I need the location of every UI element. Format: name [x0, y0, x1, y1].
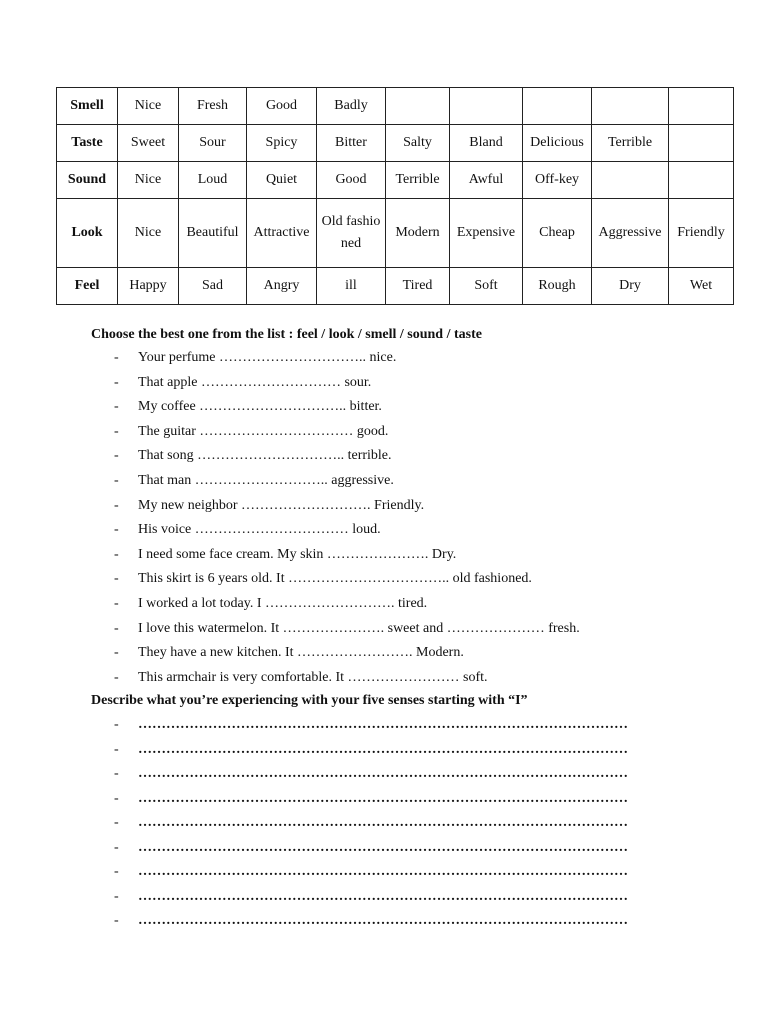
- table-cell: Badly: [317, 88, 386, 125]
- exercise-sentence: His voice …………………………… loud.: [138, 522, 381, 538]
- dotted-answer-line: ……………………………………………………………………………………………: [138, 913, 628, 928]
- exercise-sentence: That man ……………………….. aggressive.: [138, 473, 394, 488]
- bullet-dash: -: [114, 913, 119, 928]
- table-cell: Soft: [450, 268, 523, 305]
- dotted-answer-line: ……………………………………………………………………………………………: [138, 790, 628, 806]
- list-item: [0, 350, 768, 374]
- exercise-sentence: That apple ………………………… sour.: [138, 374, 372, 390]
- bullet-dash: -: [114, 571, 119, 587]
- exercise-sentence: This armchair is very comfortable. It …………………… soft.: [138, 669, 488, 685]
- bullet-dash: -: [114, 423, 119, 439]
- table-cell: Awful: [450, 162, 523, 199]
- table-cell: Aggressive: [592, 199, 669, 268]
- bullet-dash: -: [114, 620, 119, 636]
- list-item: [0, 399, 768, 423]
- table-row: [57, 199, 734, 268]
- table-cell: Sour: [179, 125, 247, 162]
- row-header: Taste: [57, 125, 118, 162]
- bullet-dash: -: [114, 546, 119, 562]
- bullet-dash: -: [114, 497, 119, 513]
- answer-line: [0, 766, 768, 790]
- exercise-sentence: They have a new kitchen. It ……………………. Modern.: [138, 645, 464, 661]
- table-row: [57, 125, 734, 162]
- table-cell: Spicy: [247, 125, 317, 162]
- table-cell: [592, 88, 669, 125]
- list-item: [0, 375, 768, 399]
- table-cell: Delicious: [523, 125, 592, 162]
- table-cell: Nice: [118, 199, 179, 268]
- table-cell: [669, 88, 734, 125]
- list-item: [0, 645, 768, 669]
- exercise-sentence: The guitar …………………………… good.: [138, 423, 389, 439]
- bullet-dash: -: [114, 815, 119, 830]
- table-cell: Beautiful: [179, 199, 247, 268]
- table-cell: Wet: [669, 268, 734, 305]
- bullet-dash: -: [114, 473, 119, 488]
- table-cell: Bitter: [317, 125, 386, 162]
- table-cell: [523, 88, 592, 125]
- table-cell: Rough: [523, 268, 592, 305]
- bullet-dash: -: [114, 596, 119, 611]
- table-cell: Sweet: [118, 125, 179, 162]
- answer-line: [0, 913, 768, 937]
- dotted-answer-line: ……………………………………………………………………………………………: [138, 888, 628, 904]
- bullet-dash: -: [114, 374, 119, 390]
- answer-line: [0, 815, 768, 839]
- bullet-dash: -: [114, 717, 119, 732]
- table-cell: Attractive: [247, 199, 317, 268]
- table-cell: Happy: [118, 268, 179, 305]
- dotted-answer-line: ……………………………………………………………………………………………: [138, 839, 628, 855]
- list-item: [0, 596, 768, 620]
- exercise2-title: Describe what you’re experiencing with your five senses starting with “I”: [91, 693, 528, 708]
- table-cell: Terrible: [592, 125, 669, 162]
- answer-line: [0, 864, 768, 888]
- table-row: [57, 162, 734, 199]
- table-cell: Cheap: [523, 199, 592, 268]
- dotted-answer-line: ……………………………………………………………………………………………: [138, 815, 628, 830]
- table-cell: [386, 88, 450, 125]
- table-cell: Tired: [386, 268, 450, 305]
- table-cell: Angry: [247, 268, 317, 305]
- exercise-sentence: My coffee ………………………….. bitter.: [138, 399, 382, 415]
- bullet-dash: -: [114, 888, 119, 904]
- table-cell: Good: [317, 162, 386, 199]
- list-item: [0, 473, 768, 497]
- list-item: [0, 571, 768, 595]
- list-item: [0, 547, 768, 571]
- bullet-dash: -: [114, 350, 119, 365]
- table-cell: Bland: [450, 125, 523, 162]
- exercise-sentence: I need some face cream. My skin …………………. Dry.: [138, 546, 457, 562]
- bullet-dash: -: [114, 766, 119, 781]
- table-cell: [669, 125, 734, 162]
- exercise-sentence: I love this watermelon. It …………………. sweet and ………………… fresh.: [138, 620, 580, 636]
- table-cell: Old fashioned: [317, 199, 386, 268]
- answer-line: [0, 889, 768, 913]
- exercise-sentence: Your perfume ………………………….. nice.: [138, 350, 397, 365]
- dotted-answer-line: ……………………………………………………………………………………………: [138, 864, 628, 879]
- row-header: Sound: [57, 162, 118, 199]
- dotted-answer-line: ……………………………………………………………………………………………: [138, 717, 628, 732]
- bullet-dash: -: [114, 645, 119, 661]
- list-item: [0, 670, 768, 694]
- table-cell: Sad: [179, 268, 247, 305]
- table-cell: [592, 162, 669, 199]
- bullet-dash: -: [114, 669, 119, 685]
- bullet-dash: -: [114, 399, 119, 415]
- bullet-dash: -: [114, 522, 119, 538]
- exercise1-title: Choose the best one from the list : feel / look / smell / sound / taste: [91, 327, 482, 342]
- table-row: [57, 88, 734, 125]
- exercise-sentence: I worked a lot today. I ………………………. tired.: [138, 596, 428, 611]
- table-cell: Good: [247, 88, 317, 125]
- table-cell: Dry: [592, 268, 669, 305]
- list-item: [0, 448, 768, 472]
- table-cell: Nice: [118, 162, 179, 199]
- exercise-sentence: My new neighbor ………………………. Friendly.: [138, 497, 425, 513]
- table-cell: [450, 88, 523, 125]
- row-header: Smell: [57, 88, 118, 125]
- dotted-answer-line: ……………………………………………………………………………………………: [138, 766, 628, 781]
- table-cell: Terrible: [386, 162, 450, 199]
- bullet-dash: -: [114, 741, 119, 757]
- exercise-sentence: This skirt is 6 years old. It …………………………….. old fashioned.: [138, 571, 532, 587]
- list-item: [0, 424, 768, 448]
- table-cell: Fresh: [179, 88, 247, 125]
- list-item: [0, 621, 768, 645]
- bullet-dash: -: [114, 864, 119, 879]
- table-cell: Off-key: [523, 162, 592, 199]
- answer-line: [0, 791, 768, 815]
- table-cell: Expensive: [450, 199, 523, 268]
- table-row: [57, 268, 734, 305]
- answer-line: [0, 742, 768, 766]
- senses-table: [56, 87, 734, 305]
- table-cell: ill: [317, 268, 386, 305]
- row-header: Feel: [57, 268, 118, 305]
- table-cell: Modern: [386, 199, 450, 268]
- list-item: [0, 522, 768, 546]
- table-cell: Quiet: [247, 162, 317, 199]
- bullet-dash: -: [114, 448, 119, 464]
- bullet-dash: -: [114, 839, 119, 855]
- table-cell: [669, 162, 734, 199]
- answer-line: [0, 840, 768, 864]
- list-item: [0, 498, 768, 522]
- dotted-answer-line: ……………………………………………………………………………………………: [138, 741, 628, 757]
- bullet-dash: -: [114, 790, 119, 806]
- table-cell: Salty: [386, 125, 450, 162]
- answer-line: [0, 717, 768, 741]
- exercise-sentence: That song ………………………….. terrible.: [138, 448, 392, 464]
- table-cell: Loud: [179, 162, 247, 199]
- table-cell: Nice: [118, 88, 179, 125]
- table-cell: Friendly: [669, 199, 734, 268]
- row-header: Look: [57, 199, 118, 268]
